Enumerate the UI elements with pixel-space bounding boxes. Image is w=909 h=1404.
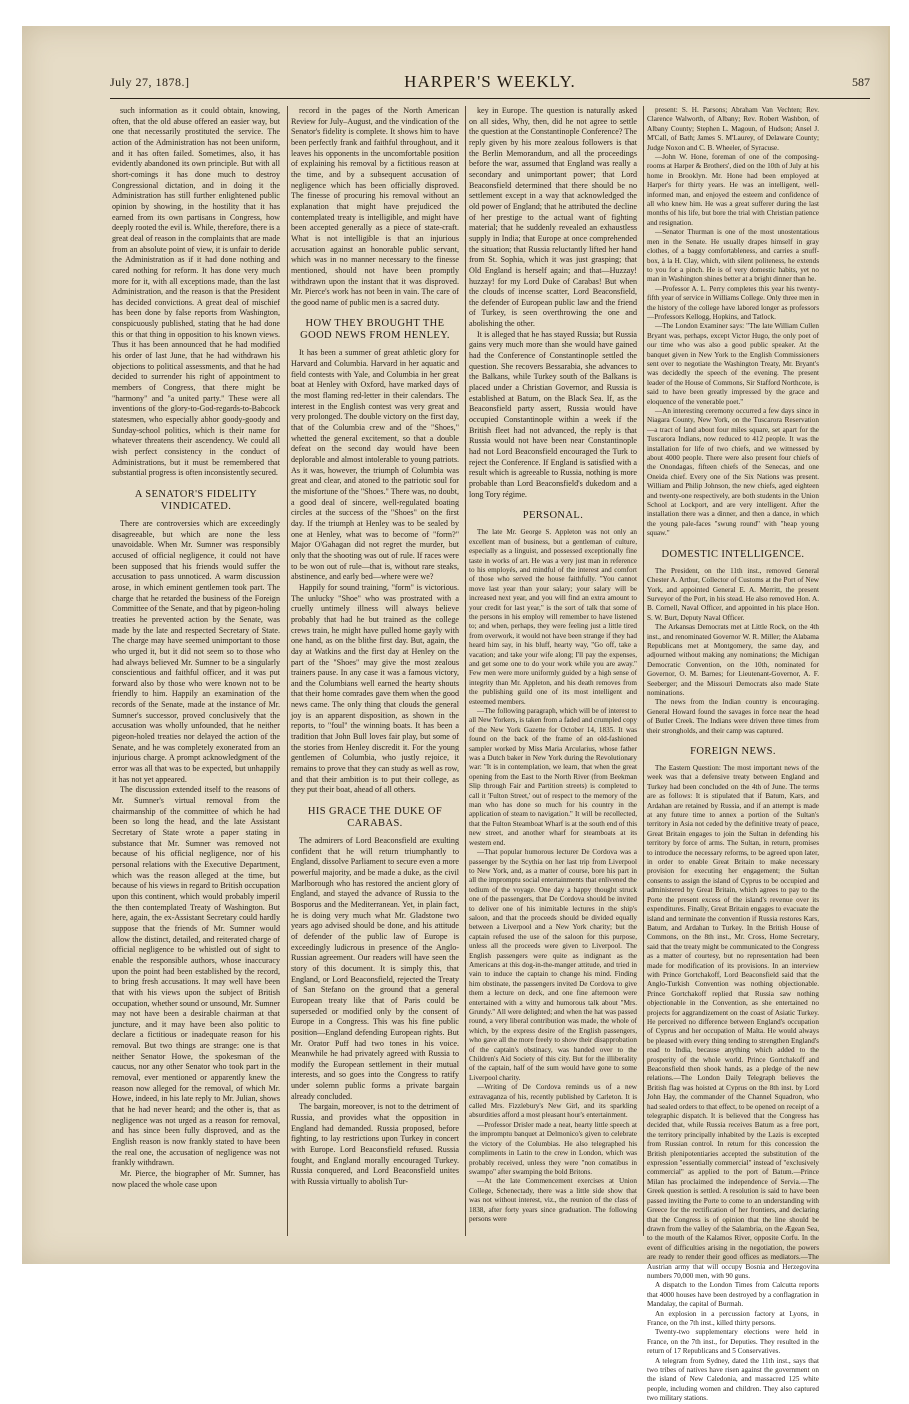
headline-line: CARABAS.: [347, 818, 403, 830]
headline-duke-of-carabas: [291, 806, 459, 830]
paragraph: The bargain, moreover, is not to the detriment of Russia, and provides what the opposition in England had demanded. Russia proposed, before fighting, to lay restrictions upon Turkey in concert with Europe. Lord Beaconsfield refused. Russia fought, and England morally encouraged Turkey. Russia conquered, and Lord Beaconsfield unites with Russia virtually to abolish Tur-: [291, 1102, 459, 1187]
column-4: [647, 106, 819, 1403]
page-number: 587: [852, 75, 870, 89]
paragraph: such information as it could obtain, knowing, often, that the old abuse offered an easier way, but one that necessarily prostituted the service. The action of the Administration has not been uniform, and it has often failed. Sometimes, also, it has evidently abandoned its own principle. But with all short-comings it has done much to destroy Congressional dictation, and in doing it the Administration has still further enlightened public opinion by showing, in the hostility that it has earned from its own partisans in Congress, how deeply rooted the evil is. While, therefore, there is a great deal of reason in the complaints that are made from an absolute point of view, it is unfair to deride the Administration as if it had done nothing and cared nothing for reform. It has done very much more for it, with all exceptions made, than the last Administration, and the reason is that the President has decided convictions. A great deal of mischief has been done by false reports from Washington, conspicuously published, stating that he had done this or that thing in opposition to his known views. Thus it has been announced that he had modified his order of last June, that he had withdrawn his objections to political assessments, and that he had decided to surrender his right of appointment to members of Congress, that there might be "harmony" and "a united party." These were all inventions of the glory-to-God-regards-to-Babcock statesmen, who especially abhor goody-goody and Sunday-school politics, which is their name for whatever threatens their ascendency. We could all wish perfect consistency in the conduct of Administrations, but it must be remembered that substantial progress is often inconsistently secured.: [112, 106, 280, 478]
headline-line: HIS GRACE THE DUKE OF: [307, 806, 443, 818]
column-rule: [287, 106, 288, 1236]
newspaper-page: [22, 26, 890, 1403]
headline-line: PERSONAL.: [522, 510, 584, 522]
paragraph: record in the pages of the North American Review for July–August, and the vindication of the Senator's fidelity is complete. It shows him to have been perfectly frank and faithful throughout, and it leaves his opponents in the uncomfortable position of explaining his removal by a fictitious reason at the time, and by a subsequent accusation of negligence which has been officially disproved. The finesse of procuring his removal without an explanation that might have prejudiced the contemplated treaty is intelligible, and might have been accepted generally as a piece of state-craft. What is not intelligible is that an injurious accusation against an honorable public servant, which was in no manner necessary to the finesse mentioned, should not have been promptly withdrawn upon the instant that it was disproved. Mr. Pierce's work has not been in vain. The care of the good name of public men is a sacred duty.: [291, 106, 459, 307]
paragraph: Happily for sound training, "form" is victorious. The unlucky "Shoe" who was prostrated with a cruelly untimely illness will always believe probably that had he but trained as the college crews train, he might have pulled home gayly with one hand, as on the blithe first day. But, again, the day at Watkins and the first day at Henley on the part of the "Shoes" may give the most zealous trainers pause. In any case it was a famous victory, and the Columbians well earned the hearty shouts that their home comrades gave them when the good news came. The only thing that clouds the general joy is an apparent disposition, as shown in the reports, to "foul" the winning boats. It has been a tradition that John Bull loves fair play, but some of the stories from Henley discredit it. For the young gentlemen of Columbia, who justly rejoice, it remains to prove that they can study as well as row, and that their ambition is to put their college, as they put their boat, ahead of all others.: [291, 582, 459, 795]
paragraph: It has been a summer of great athletic glory for Harvard and Columbia. Harvard in her aquatic and field contests with Yale, and Columbia in her great boat at Henley with Oxford, have marked days of the most flaming red-letter in their calendars. The interest in the English contest was very great and very prolonged. The double victory on the first day, that of the Columbia crew and of the "Shoes," whetted the general excitement, so that a double defeat on the second day would have been deplorable and almost intolerable to young patriots. As it was, however, the triumph of Columbia was great and clear, and atoned to the patriotic soul for the misfortune of the "Shoes." There was, no doubt, a good deal of sincere, well-regulated boating circles at the success of the "Shoes" on the first day. If the triumph at Henley was to be sealed by one at Henley, what was to become of "form?" Major O'Gahagan did not regret the murder, but only that the shooting was out of rule. If races were to be won out of rule—that is, without rare steaks, abstinence, and early bed—where were we?: [291, 348, 459, 582]
column-rule: [643, 106, 644, 1236]
headline-line: DOMESTIC INTELLIGENCE.: [661, 548, 805, 560]
column-2: [291, 106, 459, 1241]
headline-foreign-news: [647, 746, 819, 758]
column-1: [112, 106, 280, 1241]
paragraph: —The following paragraph, which will be of interest to all New Yorkers, is taken from a faded and crumpled copy of the New York Gazette for October 14, 1835. It was found on the back of the frame of an old-fashioned sampler worked by Miss Maria Arcularius, whose father was a Dutch baker in New York during the Revolutionary war: "It is in contemplation, we learn, that when the great opening from the East to the North River (from Beekman Slip through Fair and Partition streets) is completed to call it 'Fulton Street,' out of respect to the memory of the man who has done so much for his country in the application of steam to navigation." It will be recollected, that the Fulton Steamboat Wharf is at the south end of this new street, and another wharf for steamboats at its western end.: [469, 707, 637, 847]
paragraph: The admirers of Lord Beaconsfield are exulting confident that he will return triumphantly to England, dissolve Parliament to secure even a more powerful majority, and be made a duke, as the civil Marlborough who has restored the ancient glory of England, and stayed the advance of Russia to the Bosporus and the Mediterranean. Yet, in plain fact, he is doing very much what Mr. Gladstone two years ago advised should be done, and his attitude of defender of the public law of Europe is exceedingly ludicrous in presence of the Anglo-Russian agreement. Our readers will have seen the story of this document. It is simply this, that England, or Lord Beaconsfield, rejected the Treaty of San Stefano on the ground that a general European treaty like that of Paris could be superseded or modified only by the consent of Europe in a Congress. This was his fine public position—England defending European rights. But Mr. Orator Puff had two tones in his voice. Meanwhile he had privately agreed with Russia to modify the European settlement in their mutual interests, and so goes into the Congress to ratify under solemn public forms a private bargain already concluded.: [291, 836, 459, 1101]
paragraph: —The London Examiner says: "The late William Cullen Bryant was, perhaps, except Victor Hugo, the only poet of our time who was also a good public speaker. At the banquet given in New York to the English Commissioners sent over to negotiate the Washington Treaty, Mr. Bryant's was decidedly the speech of the evening. The present leader of the House of Commons, Sir Stafford Northcote, is said to have been greatly impressed by the grace and eloquence of the venerable poet.": [647, 322, 819, 406]
paragraph: —Senator Thurman is one of the most unostentatious men in the Senate. He usually drapes himself in gray clothes, of a baggy comfortableness, and carries a snuff-box, à la H. Clay, which, with silent politeness, he extends to you for a pinch. He is of very domestic habits, yet no man in Washington shines better at a bright dinner than he.: [647, 228, 819, 284]
headline-domestic-intelligence: [647, 549, 819, 561]
headline-senators-fidelity: [112, 489, 280, 513]
issue-date: July 27, 1878.]: [110, 75, 190, 89]
paragraph: —John W. Hone, foreman of one of the composing-rooms at Harper & Brothers', died on the 10th of July at his home in Brooklyn. Mr. Hone had been employed at Harper's for thirty years. He was an intelligent, well-informed man, and enjoyed the esteem and confidence of all who knew him. He was a great sufferer during the last months of his life, but bore the trial with Christian patience and resignation.: [647, 153, 819, 227]
paragraph: The President, on the 11th inst., removed General Chester A. Arthur, Collector of Customs at the Port of New York, and appointed General E. A. Merritt, the present Surveyor of the Port, in his stead. He also removed Hon. A. B. Cornell, Naval Officer, and appointed in his place Hon. S. W. Burt, Deputy Naval Officer.: [647, 566, 819, 622]
masthead: [110, 72, 870, 99]
column-3: [469, 106, 637, 1241]
paragraph: Mr. Pierce, the biographer of Mr. Sumner, has now placed the whole case upon: [112, 1169, 280, 1189]
paragraph: The late Mr. George S. Appleton was not only an excellent man of business, but a gentleman of culture, especially as a linguist, and possessed exceptionally fine taste in works of art. He was a very just man in reference to his employés, and mindful of the interest and comfort of those who served the house faithfully. "You cannot move last year than your salary; your salary will be increased next year, and you will find an extra amount to your credit for last year," is the sort of talk that some of the persons in his employ will remember to have listened to; and when, perhaps, they were feeling just a little tired from overwork, it would not have been strange if they had heard him say, in his bluff, hearty way, "Go off, take a vacation; and take your wife along; I'll pay the expenses, and get some one to do your work while you are away." Few men were more uniformly guided by a high sense of integrity than Mr. Appleton, and his death removes from the publishing guild one of its most intelligent and esteemed members.: [469, 528, 637, 706]
headline-line: HOW THEY BROUGHT THE: [305, 318, 445, 330]
headline-line: FOREIGN NEWS.: [690, 746, 776, 757]
headline-good-news-henley: [291, 318, 459, 342]
publication-title: HARPER'S WEEKLY.: [404, 72, 576, 91]
paragraph: There are controversies which are exceedingly disagreeable, but which are none the less unavoidable. When Mr. Sumner was responsibly accused of official negligence, it could not have been supposed that his friends would suffer the accusation to pass unnoticed. A warm discussion arose, in which eminent gentlemen took part. The charge that he retarded the business of the Foreign Committee of the Senate, and that by pigeon-holing treaties he prevented action by the Senate, was made by the late and respected Secretary of State. The charge may have seemed unimportant to those who urged it, but it did not seem so to those who had always believed Mr. Sumner to be a singularly conscientious and faithful officer, and it was put forward also by those who were known not to be friendly to him. Happily an examination of the records of the Senate, made at the instance of Mr. Sumner's successor, proved conclusively that the accusation was wholly unfounded, that he neither pigeon-holed treaties nor delayed the action of the Senate, and he was completely exonerated from an injurious charge. A prompt acknowledgment of the error was all that was to be expected, but unhappily it has not yet appeared.: [112, 518, 280, 784]
headline-personal: [469, 510, 637, 522]
paragraph: —An interesting ceremony occurred a few days since in Niagara County, New York, on the Tuscarora Reservation—a tract of land about four miles square, set apart for the Tuscarora Indians, now reduced to 412 people. It was the installation for life of two chiefs, and we witnessed by about 4000 people. There were also present four chiefs of the Onondagas, fifteen chiefs of the Senecas, and one Oneida chief. Every one of the Six Nations was present. William and Philip Johnson, the new chiefs, aged eighteen and twenty-one respectively, are both students in the Union School at Lockport, and are very intelligent. After the installation there was a dinner, and then a dance, in which the young pale-faces "swung round" with "heap young squaw.": [647, 407, 819, 538]
paragraph: —That popular humorous lecturer De Cordova was a passenger by the Scythia on her last trip from Liverpool to New York, and, as a matter of course, bore his part in all the impromptu social entertainments that enlivened the tedium of the voyage. One day a happy thought struck one of the passengers, that De Cordova should be invited to deliver one of his inimitable lectures in the ship's saloon, and that the proceeds should be divided equally between a Liverpool and a New York charity; but the captain refused the use of the saloon for this purpose, unless all the proceeds were given to Liverpool. The English passengers were quite as indignant as the Americans at this dog-in-the-manger attitude, and tried in vain to induce the captain to change his mind. Finding him obstinate, the passengers invited De Cordova to give them a lecture on deck, and one fine afternoon were entertained with a witty and humorous talk about "Mrs. Grundy." All were delighted; and when the hat was passed round, a very liberal contribution was made, the whole of which, by the express desire of the English passengers, who gave all the more freely to show their disapprobation of the captain's obstinacy, was handed over to the Children's Aid Society of this city. But for the illiberality of the captain, half of the sum would have gone to some Liverpool charity.: [469, 848, 637, 1082]
column-rule: [465, 106, 466, 1236]
paragraph: Twenty-two supplementary elections were held in France, on the 7th inst., for Deputies. They resulted in the return of 17 Republicans and 5 Conservatives.: [647, 1328, 819, 1356]
headline-line: GOOD NEWS FROM HENLEY.: [300, 330, 450, 342]
headline-line: A SENATOR'S FIDELITY: [134, 488, 258, 500]
paragraph: The discussion extended itself to the reasons of Mr. Sumner's virtual removal from the chairmanship of the committee of which he had been so long the head, and the late Assistant Secretary of State wrote a paper stating in substance that Mr. Sumner was removed not because of his official negligence, nor of his personal relations with the Executive Department, which was the reason alleged at the time, but because of his views in regard to British occupation upon this continent, which would probably imperil the then contemplated Treaty of Washington. But here, again, the ex-Assistant Secretary could hardly suppose that the friends of Mr. Sumner would allow the distinct, detailed, and reiterated charge of official negligence to be whistled out of sight to enable the responsible authors, whose inaccuracy upon the point had been established by the record, to bring fresh accusations. It may well have been that with his views upon the subject of British occupation, whether sound or unsound, Mr. Sumner may not have been a desirable chairman at that juncture, and it may have been also politic to declare a fictitious or inadequate reason for his removal. But two things are strange: one is that neither Senator Howe, the spokesman of the caucus, nor any other Senator who took part in the removal, ever mentioned or apparently knew the reason now alleged for the removal, of which Mr. Howe, indeed, in his late reply to Mr. Julian, shows that he had never heard; and the other is, that as negligence was not urged as a reason for removal, and has since been fully disproved, and as the English reason is now frankly stated to have been the real one, the accusation of negligence was not frankly withdrawn.: [112, 785, 280, 1168]
paragraph: The Arkansas Democrats met at Little Rock, on the 4th inst., and renominated Governor W. R. Miller; the Alabama Republicans met at Montgomery, the same day, and adjourned without making any nominations; the Michigan Democratic Convention, on the 10th, nominated for Governor, O. M. Barnes; for Lieutenant-Governor, A. F. Seeberger; and the Missouri Democrats also made State nominations.: [647, 623, 819, 697]
headline-line: VINDICATED.: [160, 500, 232, 512]
paragraph: —Professor Drisler made a neat, hearty little speech at the impromptu banquet at Delmonico's given to celebrate the victory of the Columbias. He also telegraphed his compliments in Latin to the crew in London, which was probably received, unless they were "non comatibus in swampo" after swamping the bold Britons.: [469, 1120, 637, 1176]
paragraph: An explosion in a percussion factory at Lyons, in France, on the 7th inst., killed thirty persons.: [647, 1309, 819, 1327]
paragraph: A dispatch to the London Times from Calcutta reports that 4000 houses have been destroyed by a conflagration in Mandalay, the capital of Burmah.: [647, 1281, 819, 1309]
paragraph: present: S. H. Parsons; Abraham Van Vechten; Rev. Clarence Walworth, of Albany; Rev. Robert Washbon, of Albany County; Stephen L. Magoun, of Hudson; Ansel J. M'Call, of Bath; James S. M'Laurey, of Delaware County; Judge Noxon and C. B. Wheeler, of Syracuse.: [647, 106, 819, 152]
paragraph: —At the late Commencement exercises at Union College, Schenectady, there was a little side show that was not without interest, viz., the reunion of the class of 1838, after forty years since graduation. The following persons were: [469, 1177, 637, 1223]
paragraph: —Professor A. L. Perry completes this year his twenty-fifth year of service in Williams College. Only three men in the history of the college have labored longer as professors—Professors Kellogg, Hopkins, and Tatlock.: [647, 284, 819, 321]
paragraph: —Writing of De Cordova reminds us of a new extravaganza of his, recently published by Carleton. It is called Mrs. Fizzlebury's New Girl, and its sparkling absurdities afford a most pleasant hour's entertainment.: [469, 1083, 637, 1120]
paragraph: The Eastern Question: The most important news of the week was that a defensive treaty between England and Turkey had been concluded on the 4th of June. The terms are as follows: It is stipulated that if Batum, Kars, and Ardahan are retained by Russia, and if an attempt is made at any future time to annex a portion of the Sultan's territory in Asia not ceded by the definitive treaty of peace, Great Britain engages to join the Sultan in defending his territory by force of arms. The Sultan, in return, promises to introduce the necessary reforms, to be agreed upon later, in order to enable Great Britain to make necessary provision for executing her engagement; the Sultan consents to assign the island of Cyprus to be occupied and administered by Great Britain, which agrees to pay to the Porte the present excess of the island's revenue over its expenditures. Finally, Great Britain engages to evacuate the island and terminate the convention if Russia restores Kars, Batum, and Ardahan to Turkey. In the British House of Commons, on the 8th inst., Mr. Cross, Home Secretary, said that the treaty might be communicated to the Congress as a matter of courtesy, but no representation had been made for modification of its provisions. In an interview with Prince Gortchakoff, Lord Beaconsfield said that the Anglo-Turkish Convention was nothing objectionable. Prince Gortchakoff replied that Russia saw nothing objectionable in the Convention, as she entertained no projects for aggrandizement on the coast of Asiatic Turkey. He perceived no difference between England's occupation of Cyprus and her occupation of Malta. He would always be pleased with every thing tending to strengthen England's road to India, because anything which added to the prosperity of the whole world. Prince Gortchakoff and Beaconsfield then shook hands, as a pledge of the new relations.—The London Daily Telegraph believes the British flag was hoisted at Cyprus on the 8th inst. by Lord John Hay, the commander of the Channel Squadron, who had sealed orders to that effect, to be opened on receipt of a telegraphic dispatch. It is believed that the Congress has decided that, while Russia receives Batum as a free port, the territory principally inhabited by the Lazis is excepted from Russian control. In return for this concession the British plenipotentiaries accepted the substitution of the expression "essentially commercial" instead of "exclusively commercial" as applied to the port of Batum.—Prince Milan has proclaimed the independence of Servia.—The Greek question is settled. A resolution is said to have been passed inviting the Porte to come to an understanding with Greece for the rectification of her frontiers, and declaring that the Congress is of opinion that the line should be drawn from the valley of the Salambria, on the Ægean Sea, to the mouth of the Kalamos River, opposite Corfu. In the event of difficulties arising in the negotiation, the powers are ready to render their good offices as mediators.—The Austrian army that will occupy Bosnia and Herzegovina numbers 70,000 men, with 90 guns.: [647, 764, 819, 1280]
paragraph: A telegram from Sydney, dated the 11th inst., says that two tribes of natives have risen against the government on the island of New Caledonia, and massacred 125 white people, including women and children. They also captured two military stations.: [647, 1356, 819, 1403]
paragraph: key in Europe. The question is naturally asked on all sides, Why, then, did he not agree to settle the question at the Constantinople Conference? The reply given by his more zealous followers is that the Berlin Memorandum, and all the proceedings before the war, assumed that England was really a secondary and unimportant power; that Lord Beaconsfield determined that there should be no settlement except in a way that acknowledged the old power of England; that he attributed the decline of her prestige to the actual want of fighting material; that he suddenly revealed an exhaustless supply in India; that Europe at once comprehended the situation; that Russia reluctantly lifted her hand from St. Sophia, which it was just grasping; that Old England is herself again; and that—Huzzay! huzzay! for my Lord Duke of Carabas! But when the clouds of incense scatter, Lord Beaconsfield, the defender of European public law and the friend of Turkey, is seen overthrowing the one and abolishing the other.: [469, 106, 637, 329]
paragraph: The news from the Indian country is encouraging. General Howard found the savages in force near the head of Butler Creek. The Indians were driven three times from their strongholds, and their camp was captured.: [647, 698, 819, 735]
paragraph: It is alleged that he has stayed Russia; but Russia gains very much more than she would have gained had the Conference of Constantinople settled the question. She recovers Bessarabia, she advances to the Balkans, while Turkey south of the Balkans is placed under a Christian Governor, and Russia is established at Batum, on the Black Sea. If, as the Beaconsfield party assert, Russia would have occupied Constantinople within a week if the British fleet had not advanced, the reply is that Russia would not have been near Constantinople had not Lord Beaconsfield encouraged the Turk to reject the Conference. If England is satisfied with a result which is agreeable to Russia, nothing is more probable than Lord Beaconsfield's dukedom and a long Tory régime.: [469, 329, 637, 499]
